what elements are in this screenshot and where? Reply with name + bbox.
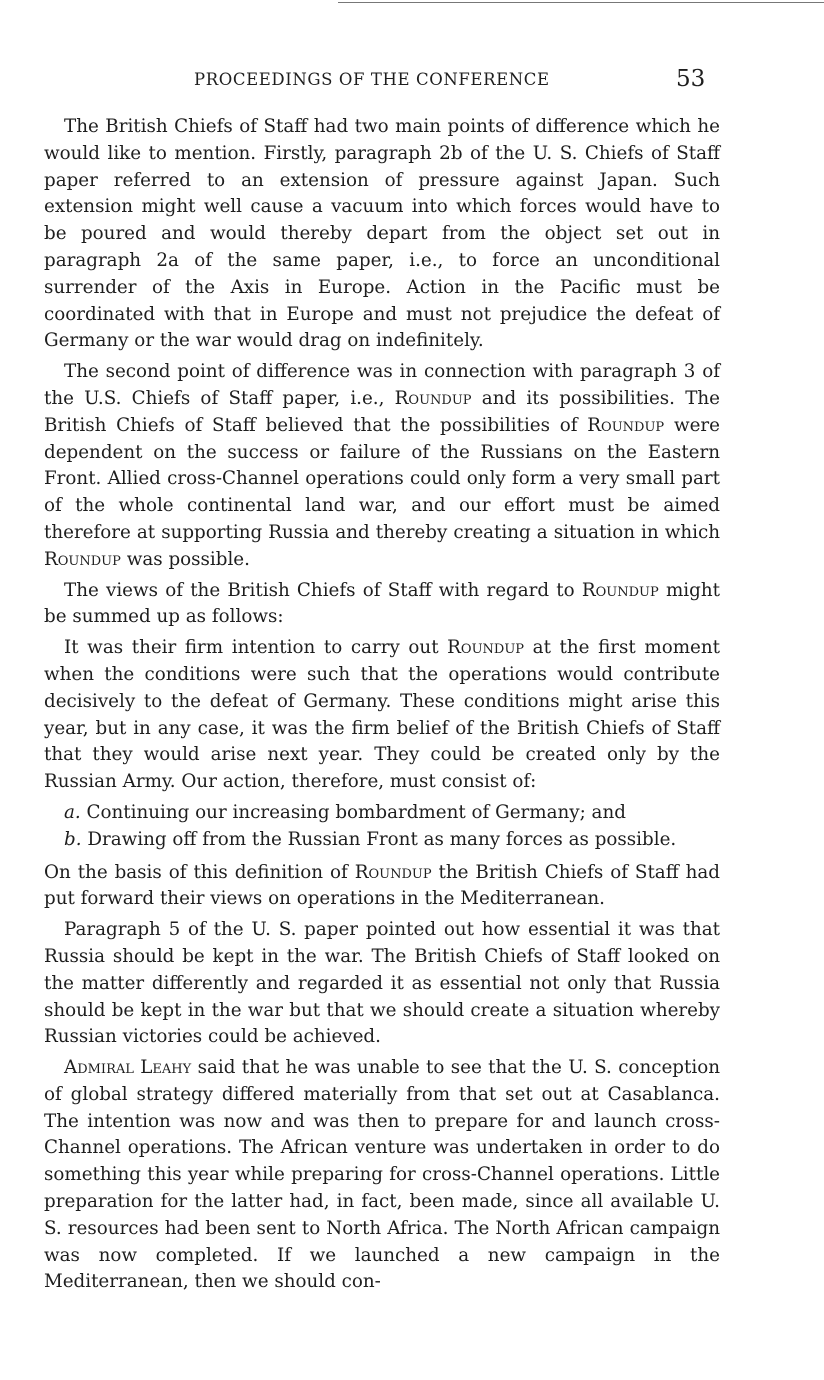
list-item	[44, 827, 720, 854]
list-text: Continuing our increasing bombardment of Germany; and	[86, 801, 626, 823]
paragraph-6: Paragraph 5 of the U. S. paper pointed out how essential it was that Russia should be kept in the war. The British Chiefs of Staff looked on the matter differently and regarded it as essential not only that Russia should be kept in the war but that we should create a situation whereby Russian victories could be achieved.	[44, 919, 720, 1048]
page-number: 53	[676, 66, 706, 92]
roundup-term: Roundup	[354, 861, 432, 883]
paragraph-5: On the basis of this definition of Roundup the British Chiefs of Staff had put forward their views on operations in the Mediterranean.	[44, 861, 720, 910]
roundup-term: Roundup	[447, 637, 525, 659]
paragraph-4: It was their firm intention to carry out Roundup at the first moment when the conditions were such that the operations would contribute decisively to the defeat of Germany. These conditions might arise this year, but in any case, it was the firm belief of the British Chiefs of Staff that they would arise next year. They could be created only by the Russian Army. Our action, therefore, must consist of:	[44, 637, 720, 793]
paragraph-1: The British Chiefs of Staff had two main points of difference which he would like to mention. Firstly, paragraph 2b of the U. S. Chiefs of Staff paper referred to an extension of pressure against Japan. Such extension might well cause a vacuum into which forces would have to be poured and would thereby depart from the object set out in paragraph 2a of the same paper, i.e., to force an unconditional surrender of the Axis in Europe. Action in the Pacific must be coordinated with that in Europe and must not prejudice the defeat of Germany or the war would drag on indefinitely.	[44, 116, 720, 352]
roundup-term: Roundup	[394, 387, 472, 409]
list-letter: b.	[64, 828, 82, 850]
paragraph-2: The second point of difference was in connection with paragraph 3 of the U.S. Chiefs of Staff paper, i.e., Roundup and its possibilities. The British Chiefs of Staff believed that the possibilities of Roundup were dependent on the success or failure of the Russians on the Eastern Front. Allied cross-Channel operations could only form a very small part of the whole continental land war, and our effort must be aimed therefore at supporting Russia and thereby creating a situation in which Roundup was possible.	[44, 361, 720, 570]
speaker-name: Admiral Leahy	[64, 1057, 192, 1079]
top-rule	[338, 2, 824, 3]
roundup-term: Roundup	[44, 548, 121, 570]
paragraph-7: Admiral Leahy said that he was unable to see that the U. S. conception of global strategy differed materially from that set out at Casablanca. The intention was now and was then to prepare for and launch cross-Channel operations. The African venture was undertaken in order to do something this year while preparing for cross-Channel operations. Little preparation for the latter had, in fact, been made, since all available U. S. resources had been sent to North Africa. The North African campaign was now completed. If we launched a new campaign in the Mediterranean, then we should con-	[44, 1057, 720, 1293]
paragraph-3: The views of the British Chiefs of Staff with regard to Roundup might be summed up as follows:	[44, 579, 720, 628]
running-head: PROCEEDINGS OF THE CONFERENCE	[194, 70, 550, 89]
roundup-term: Roundup	[587, 414, 665, 436]
list-item	[44, 800, 720, 827]
page-body	[44, 114, 720, 1300]
roundup-term: Roundup	[581, 579, 659, 601]
list-letter: a.	[64, 801, 81, 823]
action-list	[44, 800, 720, 854]
list-text: Drawing off from the Russian Front as many forces as possible.	[87, 828, 677, 850]
page-header	[0, 66, 824, 98]
